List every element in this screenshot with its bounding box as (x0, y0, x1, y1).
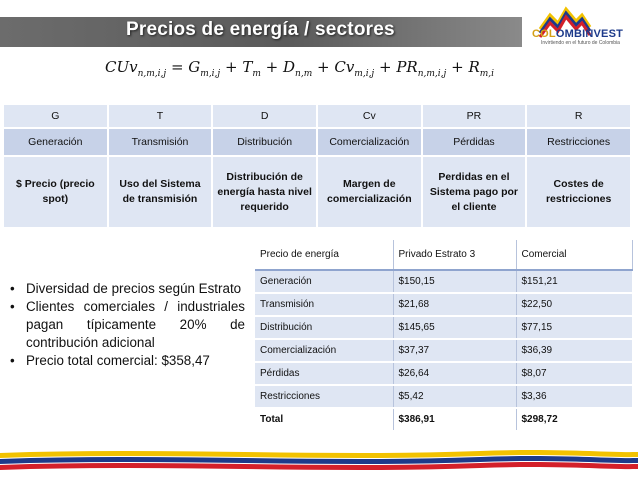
logo-wordmark: COLOMBINVEST (532, 28, 624, 40)
component-name: Pérdidas (422, 128, 527, 156)
logo-tagline: Invirtiendo en el futuro de Colombia (541, 40, 620, 46)
component-letter: Cv (317, 104, 422, 128)
component-name: Transmisión (108, 128, 213, 156)
row-label: Generación (255, 270, 393, 293)
cell-value: $37,37 (393, 339, 516, 362)
cell-value: $150,15 (393, 270, 516, 293)
price-formula: $CUv_{n,m,i,j} = G_{m,i,j} + T_m + D_{n,m} + Cv_{m,i,j} + PR_{n,m,i,j} + R_{m,i}$ (105, 58, 495, 79)
component-description: Costes de restricciones (526, 156, 631, 228)
row-label: Comercialización (255, 339, 393, 362)
total-row (255, 408, 632, 431)
component-description: Margen de comercialización (317, 156, 422, 228)
table-row (255, 362, 632, 385)
cell-value: $386,91 (393, 408, 516, 431)
components-letter-row (3, 104, 631, 128)
component-name: Generación (3, 128, 108, 156)
cell-value: $26,64 (393, 362, 516, 385)
component-name: Comercialización (317, 128, 422, 156)
price-table-header (255, 240, 632, 270)
cell-value: $21,68 (393, 293, 516, 316)
table-row (255, 270, 632, 293)
component-description: Distribución de energía hasta nivel requerido (212, 156, 317, 228)
components-description-row (3, 156, 631, 228)
table-row (255, 293, 632, 316)
row-label: Total (255, 408, 393, 431)
component-name: Restricciones (526, 128, 631, 156)
table-row (255, 339, 632, 362)
row-label: Restricciones (255, 385, 393, 408)
cell-value: $8,07 (516, 362, 632, 385)
component-letter: R (526, 104, 631, 128)
cell-value: $36,39 (516, 339, 632, 362)
component-description: Uso del Sistema de transmisión (108, 156, 213, 228)
component-letter: D (212, 104, 317, 128)
component-letter: T (108, 104, 213, 128)
bullet-list (10, 280, 245, 370)
components-name-row (3, 128, 631, 156)
slide-title: Precios de energía / sectores (126, 19, 395, 40)
row-label: Pérdidas (255, 362, 393, 385)
bullet-item: • Diversidad de precios según Estrato (10, 280, 245, 298)
cell-value: $298,72 (516, 408, 632, 431)
table-row (255, 385, 632, 408)
row-label: Transmisión (255, 293, 393, 316)
table-row (255, 316, 632, 339)
footer-flag-stripes (0, 447, 638, 479)
component-letter: G (3, 104, 108, 128)
cell-value: $3,36 (516, 385, 632, 408)
column-header: Comercial (516, 240, 632, 270)
cell-value: $151,21 (516, 270, 632, 293)
column-header: Privado Estrato 3 (393, 240, 516, 270)
cell-value: $22,50 (516, 293, 632, 316)
component-description: Perdidas en el Sistema pago por el cliente (422, 156, 527, 228)
bullet-item: • Precio total comercial: $358,47 (10, 352, 245, 370)
cell-value: $145,65 (393, 316, 516, 339)
components-table (2, 103, 632, 229)
column-header: Precio de energía (255, 240, 393, 270)
cell-value: $5,42 (393, 385, 516, 408)
price-table (255, 240, 633, 432)
cell-value: $77,15 (516, 316, 632, 339)
bullet-item: • Clientes comerciales / industriales pagan típicamente 20% de contribución adicional (10, 298, 245, 352)
component-description: $ Precio (precio spot) (3, 156, 108, 228)
row-label: Distribución (255, 316, 393, 339)
component-letter: PR (422, 104, 527, 128)
component-name: Distribución (212, 128, 317, 156)
